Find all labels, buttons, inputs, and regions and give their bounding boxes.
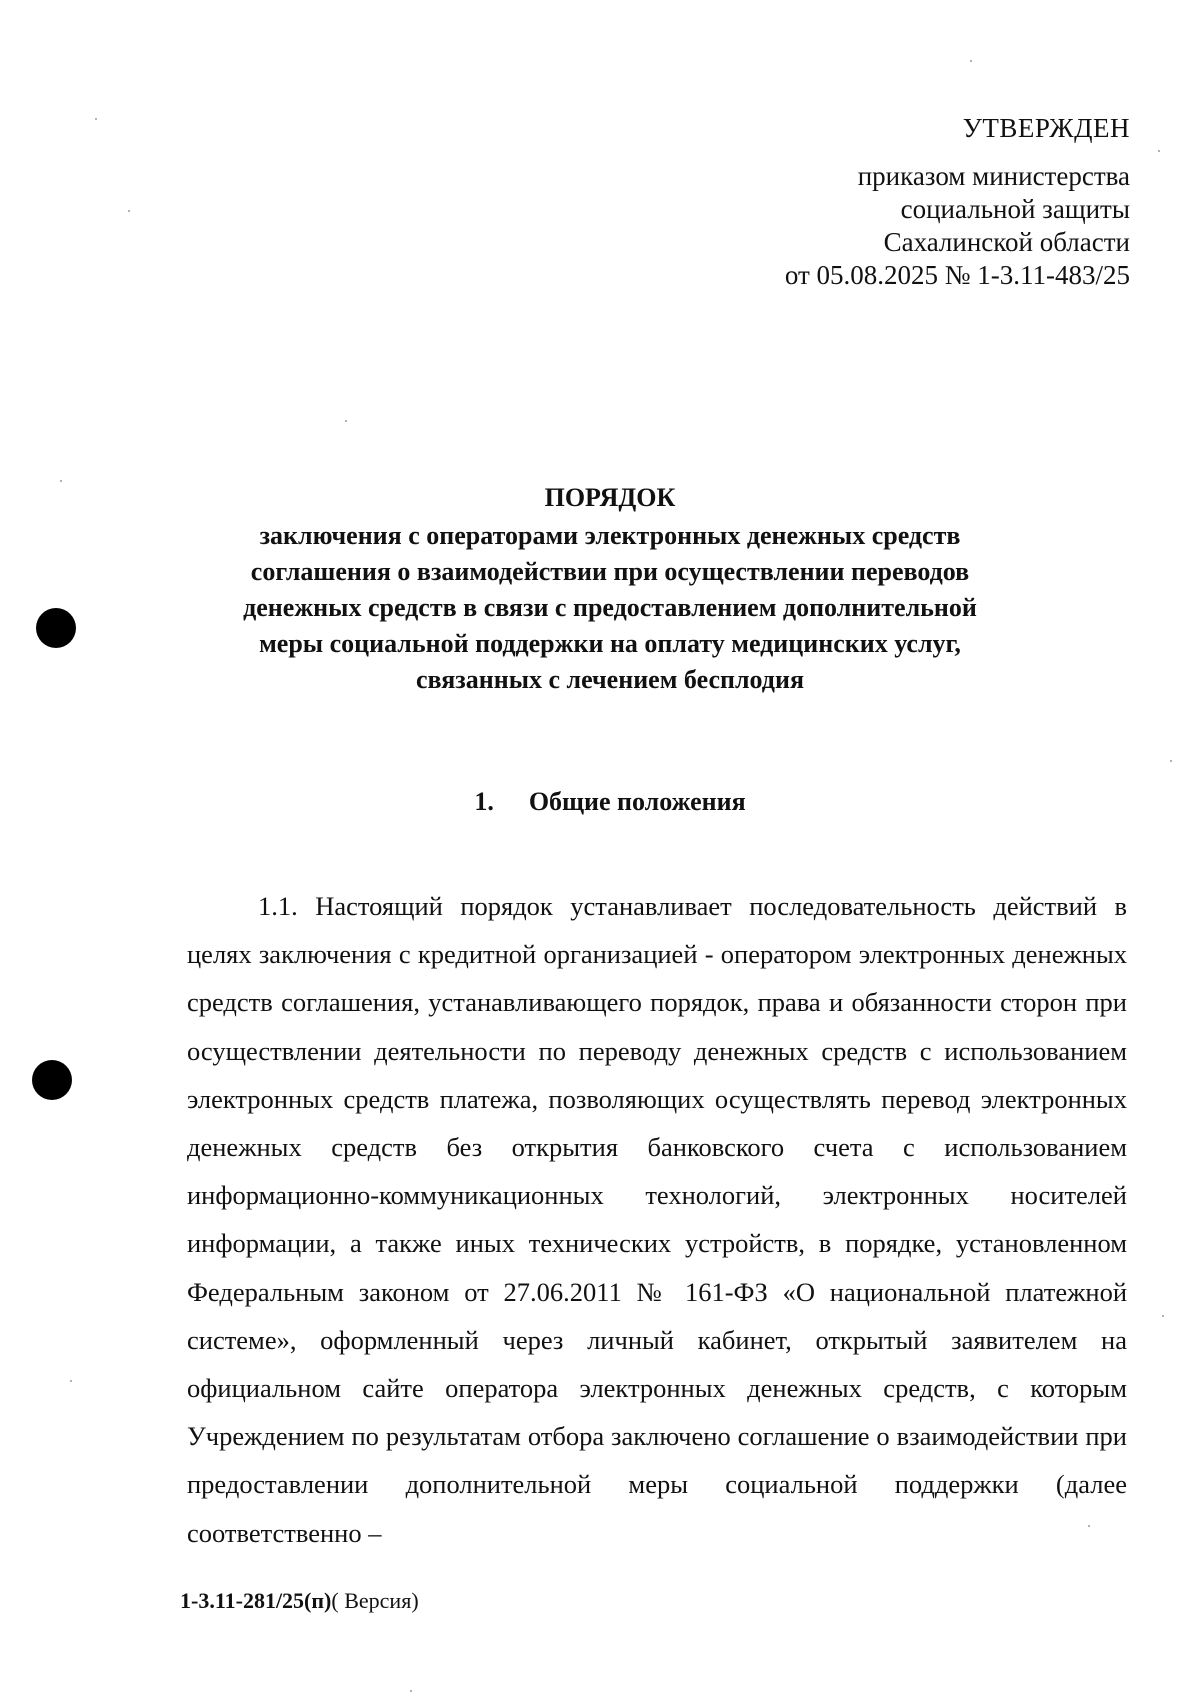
approval-date-number: от 05.08.2025 № 1-3.11-483/25	[784, 260, 1130, 290]
punch-hole-top	[36, 608, 76, 648]
scan-speck	[70, 1380, 72, 1382]
approval-heading: УТВЕРЖДЕН	[962, 113, 1130, 143]
section-heading	[170, 787, 1050, 817]
document-title-line: денежных средств в связи с предоставлением дополнительной	[243, 593, 977, 622]
approval-line: приказом министерства	[857, 161, 1130, 191]
document-title-line: соглашения о взаимодействии при осуществлении переводов	[250, 557, 970, 586]
approval-block	[530, 112, 1130, 292]
scan-speck	[60, 480, 62, 482]
scan-speck	[128, 210, 130, 212]
document-title-line: меры социальной поддержки на оплату медицинских услуг,	[259, 629, 961, 658]
section-number: 1.	[474, 787, 494, 816]
scan-speck	[1158, 150, 1160, 152]
scan-speck	[1170, 760, 1172, 762]
approval-line: социальной защиты	[900, 194, 1130, 224]
scan-speck	[410, 1690, 412, 1692]
document-title-line: связанных с лечением бесплодия	[415, 665, 805, 694]
paragraph-1-1: 1.1. Настоящий порядок устанавливает последовательность действий в целях заключения с кредитной организацией - оператором электронных денежных средств соглашения, устанавливающего порядок, права и обязанности сторон при осуществлении деятельности по переводу денежных средств с использованием электронных средств платежа, позволяющих осуществлять перевод электронных денежных средств без открытия банковского счета с использованием информационно-коммуникационных технологий, электронных носителей информации, а также иных технических устройств, в порядке, установленном Федеральным законом от 27.06.2011 № 161-ФЗ «О национальной платежной системе», оформленный через личный кабинет, открытый заявителем на официальном сайте оператора электронных денежных средств, с которым Учреждением по результатам отбора заключено соглашение о взаимодействии при предоставлении дополнительной меры социальной поддержки (далее соответственно –	[187, 891, 1127, 1548]
footer-version: ( Версия)	[331, 1588, 419, 1613]
scan-speck	[345, 420, 347, 422]
scan-speck	[95, 118, 97, 120]
document-title	[170, 480, 1050, 698]
document-title-main: ПОРЯДОК	[544, 483, 676, 512]
punch-hole-bottom	[32, 1060, 72, 1100]
scan-speck	[1162, 1315, 1164, 1317]
scan-speck	[970, 60, 972, 62]
footer-document-code	[180, 1588, 419, 1614]
approval-line: Сахалинской области	[883, 227, 1130, 257]
section-title: Общие положения	[528, 787, 746, 816]
footer-code: 1-3.11-281/25(п)	[180, 1588, 332, 1613]
document-title-line: заключения с операторами электронных денежных средств	[259, 521, 961, 550]
